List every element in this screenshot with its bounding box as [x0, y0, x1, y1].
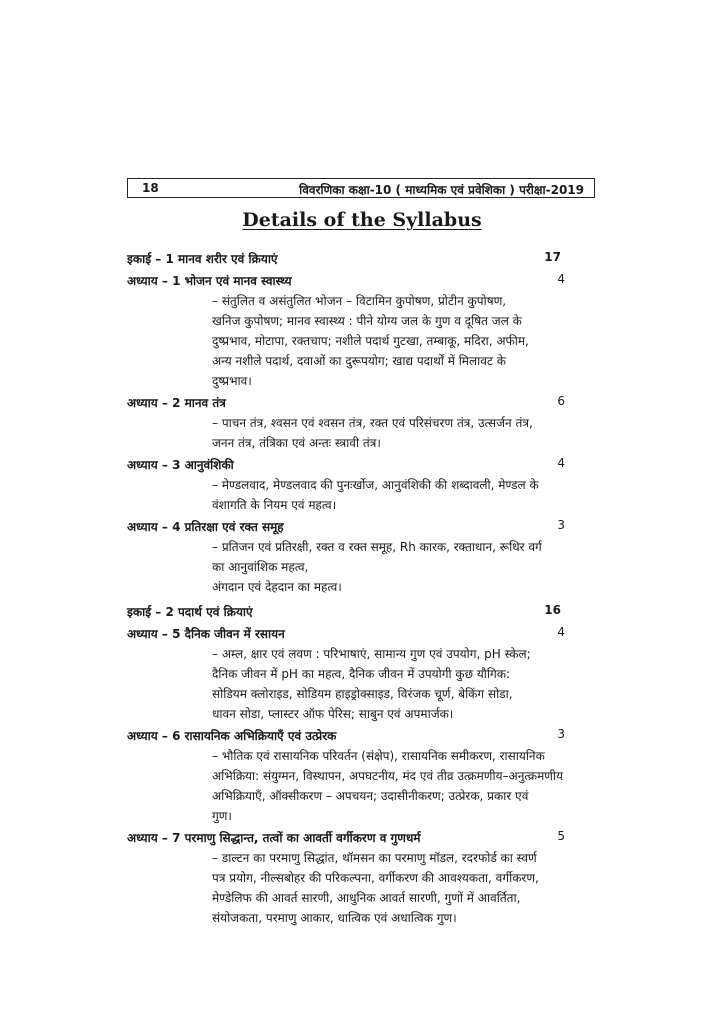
description-line: का आनुवांशिक महत्व, [212, 560, 309, 574]
description-line: – डाल्टन का परमाणु सिद्धांत, थॉमसन का परमाणु मॉडल, रदरफोर्ड का स्वर्ण [212, 851, 537, 865]
description-line: संयोजकता, परमाणु आकार, धात्विक एवं अधात्विक गुण। [212, 911, 457, 925]
chapter-title: अध्याय – 7 परमाणु सिद्धान्त, तत्वों का आवर्ती वर्गीकरण व गुणधर्म [127, 831, 421, 845]
chapter-marks: 3 [557, 518, 565, 532]
description-line: खनिज कुपोषण; मानव स्वास्थ्य : पीने योग्य जल के गुण व दूषित जल के [212, 314, 522, 328]
chapter-description [212, 644, 593, 724]
description-line: गुण। [212, 809, 232, 823]
document-title: Details of the Syllabus [242, 209, 482, 231]
page-header [127, 178, 595, 198]
chapter-title: अध्याय – 5 दैनिक जीवन में रसायन [127, 627, 285, 641]
description-line: अभिक्रियाएँ, ऑक्सीकरण – अपचयन; उदासीनीकरण; उत्प्रेरक, प्रकार एवं [212, 789, 529, 803]
chapter-description [212, 475, 593, 515]
chapter-title: अध्याय – 3 आनुवंशिकी [127, 458, 234, 472]
unit-heading [127, 603, 593, 622]
page-number: 18 [142, 181, 159, 195]
chapter-description [212, 848, 593, 928]
chapter-heading [127, 518, 593, 537]
description-line: अभिक्रिया: संयुग्मन, विस्थापन, अपघटनीय, मंद एवं तीव्र उत्क्रमणीय–अनुत्क्रमणीय [212, 769, 563, 783]
chapter-title: अध्याय – 6 रासायनिक अभिक्रियाएँ एवं उत्प्रेरक [127, 729, 337, 743]
unit-marks: 17 [544, 250, 561, 264]
chapter-description [212, 537, 593, 597]
description-line: – पाचन तंत्र, श्वसन एवं श्वसन तंत्र, रक्त एवं परिसंचरण तंत्र, उत्सर्जन तंत्र, [212, 416, 533, 430]
chapter-heading [127, 625, 593, 644]
description-line: दुष्प्रभाव, मोटापा, रक्तचाप; नशीले पदार्थ गुटखा, तम्बाकू, मदिरा, अफीम, [212, 334, 529, 348]
description-line: – मेण्डलवाद, मेण्डलवाद की पुनःर्खोज, आनुवंशिकी की शब्दावली, मेण्डल के [212, 478, 539, 492]
description-line: जनन तंत्र, तंत्रिका एवं अन्तः स्त्रावी तंत्र। [212, 436, 381, 450]
description-line: मेण्डेलिफ की आवर्त सारणी, आधुनिक आवर्त सारणी, गुणों में आवर्तिता, [212, 891, 521, 905]
description-line: अंगदान एवं देहदान का महत्व। [212, 580, 342, 594]
unit-title: इकाई – 1 मानव शरीर एवं क्रियाएं [127, 252, 278, 266]
description-line: धावन सोडा, प्लास्टर ऑफ पेरिस; साबुन एवं अपमार्जक। [212, 707, 454, 721]
header-title: विवरणिका कक्षा-10 ( माध्यमिक एवं प्रवेशिका ) परीक्षा-2019 [299, 183, 584, 197]
unit-title: इकाई – 2 पदार्थ एवं क्रियाएं [127, 605, 253, 619]
unit-heading [127, 250, 593, 269]
description-line: पत्र प्रयोग, नील्सबोहर की परिकल्पना, वर्गीकरण की आवश्यकता, वर्गीकरण, [212, 871, 539, 885]
description-line: दैनिक जीवन में pH का महत्व, दैनिक जीवन में उपयोगी कुछ यौगिक: [212, 667, 511, 681]
description-line: सोडियम क्लोराइड, सोडियम हाइड्रोक्साइड, विरंजक चूर्ण, बेकिंग सोडा, [212, 687, 513, 701]
chapter-description [212, 413, 593, 453]
description-line: – भौतिक एवं रासायनिक परिवर्तन (संक्षेप), रासायनिक समीकरण, रासायनिक [212, 749, 545, 763]
chapter-title: अध्याय – 4 प्रतिरक्षा एवं रक्त समूह [127, 520, 284, 534]
description-line: अन्य नशीले पदार्थ, दवाओं का दुरूपयोग; खाद्य पदार्थों में मिलावट के [212, 354, 506, 368]
chapter-marks: 6 [557, 394, 565, 408]
description-line: – प्रतिजन एवं प्रतिरक्षी, रक्त व रक्त समूह, Rh कारक, रक्ताधान, रूधिर वर्ग [212, 540, 542, 554]
chapter-marks: 4 [557, 625, 565, 639]
description-line: – संतुलित व असंतुलित भोजन – विटामिन कुपोषण, प्रोटीन कुपोषण, [212, 294, 507, 308]
chapter-description [212, 291, 593, 391]
chapter-heading [127, 394, 593, 413]
description-line: दुष्प्रभाव। [212, 374, 252, 388]
chapter-marks: 4 [557, 456, 565, 470]
chapter-marks: 3 [557, 727, 565, 741]
chapter-marks: 4 [557, 272, 565, 286]
chapter-heading [127, 456, 593, 475]
description-line: – अम्ल, क्षार एवं लवण : परिभाषाएं, सामान्य गुण एवं उपयोग, pH स्केल; [212, 647, 531, 661]
chapter-heading [127, 829, 593, 848]
chapter-title: अध्याय – 1 भोजन एवं मानव स्वास्थ्य [127, 274, 292, 288]
syllabus-content [127, 250, 593, 928]
chapter-heading [127, 727, 593, 746]
description-line: वंशागति के नियम एवं महत्व। [212, 498, 337, 512]
unit-marks: 16 [544, 603, 561, 617]
chapter-marks: 5 [557, 829, 565, 843]
chapter-heading [127, 272, 593, 291]
chapter-title: अध्याय – 2 मानव तंत्र [127, 396, 226, 410]
chapter-description [212, 746, 593, 826]
